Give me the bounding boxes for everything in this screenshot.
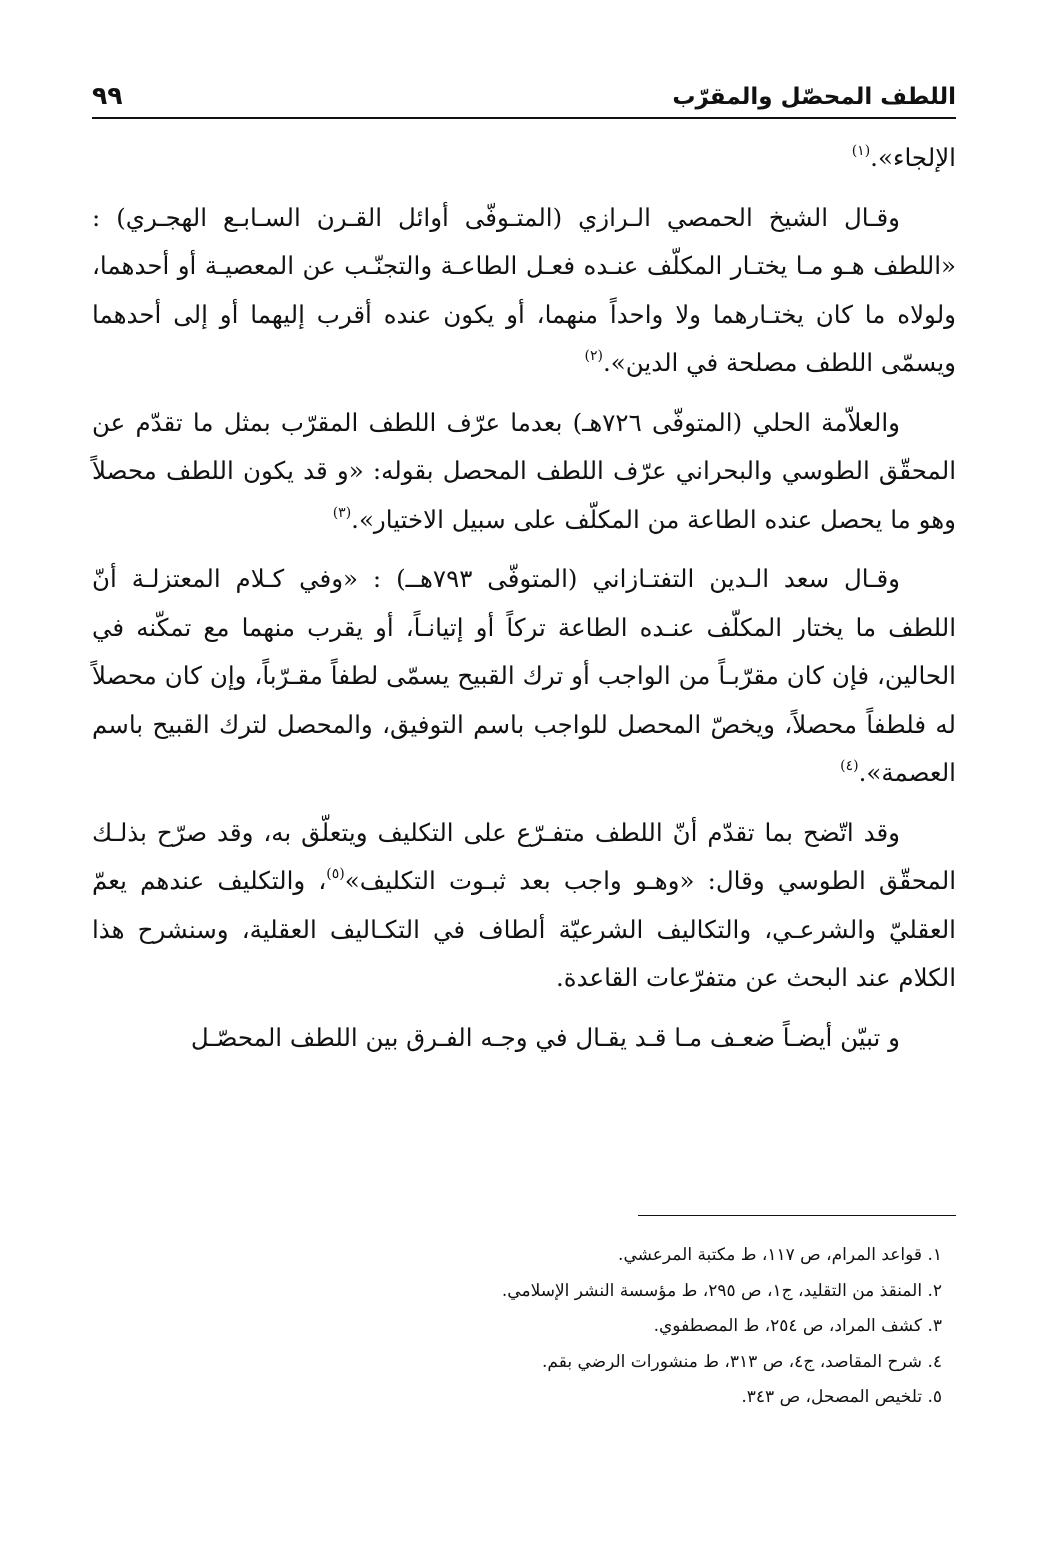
paragraph-text: وقـال الشيخ الحمصي الـرازي (المتـوفّى أوائل القـرن السـابـع الهجـري) : «اللطف هـو مـا يختـار المكلّف عنـده فعـل الطاعـة والتجنّـب عن المعصيـة أو أحدهما، ولولاه ما كان يختـارهما ولا واحداً منهما، أو يكون عنده أقرب إليهما أو إلى أحدهما ويسمّى اللطف مصلحة في الدين».	[92, 202, 956, 377]
paragraph-text: وقد اتّضح بما تقدّم أنّ اللطف متفـرّع على التكليف ويتعلّق به، وقد صرّح بذلـك المحقّق الطوسي وقال: «وهـو واجب بعد ثبـوت التكليف»	[92, 817, 956, 895]
footnote-separator	[638, 1215, 956, 1216]
page-header	[92, 62, 956, 110]
paragraph-text-continued: ، والتكليف عندهم يعمّ العقليّ والشرعـي، والتكاليف الشرعيّة ألطاف في التكـاليف العقلية، وسنشرح هذا الكلام عند البحث عن متفرّعات القاعدة.	[92, 866, 956, 992]
footnote-1: ١. قواعد المرام، ص ١١٧، ط مكتبة المرعشي.	[618, 1245, 942, 1265]
paragraph-5	[92, 809, 956, 1003]
running-title: اللطف المحصّل والمقرّب	[672, 84, 956, 110]
footnote-5: ٥. تلخيص المصحل، ص ٣٤٣.	[741, 1387, 942, 1407]
footnote-ref-2: (٢)	[584, 348, 603, 364]
paragraph-2	[92, 194, 956, 388]
paragraph-4	[92, 555, 956, 798]
header-rule	[92, 117, 956, 119]
footnote-ref-5: (٥)	[326, 866, 345, 882]
paragraph-1	[92, 134, 956, 183]
footnotes	[92, 1238, 942, 1416]
paragraph-text: الإلجاء».	[870, 143, 956, 172]
paragraph-text: والعلاّمة الحلي (المتوفّى ٧٢٦هـ) بعدما عرّف اللطف المقرّب بمثل ما تقدّم عن المحقّق الطوسي والبحراني عرّف اللطف المحصل بقوله: «و قد يكون اللطف محصلاً وهو ما يحصل عنده الطاعة من المكلّف على سبيل الاختيار».	[92, 407, 956, 534]
paragraph-3	[92, 399, 956, 545]
footnote-2: ٢. المنقذ من التقليد، ج١، ص ٢٩٥، ط مؤسسة النشر الإسلامي.	[501, 1280, 942, 1301]
paragraph-text: وقـال سعد الـدين التفتـازاني (المتوفّى ٧٩٣هــ) : «وفي كـلام المعتزلـة أنّ اللطف ما يختار المكلّف عنـده الطاعة تركاً أو إتيانـاً، أو يقرب منهما مع تمكّنه في الحالين، فإن كان مقرّبـاً من الواجب أو ترك القبيح يسمّى لطفاً مقـرّباً، وإن كان محصلاً له فلطفاً محصلاً، ويخصّ المحصل للواجب باسم التوفيق، والمحصل لترك القبيح باسم العصمة».	[92, 564, 956, 787]
footnote-ref-3: (٣)	[332, 504, 352, 521]
body-text	[92, 134, 956, 1073]
paragraph-text: و تبيّن أيضـاً ضعـف مـا قـد يقـال في وجـه الفـرق بين اللطف المحصّـل	[190, 1022, 900, 1052]
footnote-3: ٣. كشف المراد، ص ٢٥٤، ط المصطفوي.	[653, 1316, 942, 1336]
footnote-ref-1: (١)	[851, 143, 871, 159]
footnote-4: ٤. شرح المقاصد، ج٤، ص ٣١٣، ط منشورات الرضي بقم.	[542, 1351, 942, 1372]
paragraph-6	[92, 1014, 956, 1063]
footnote-ref-4: (٤)	[840, 758, 859, 774]
page-number: ٩٩	[92, 81, 123, 110]
